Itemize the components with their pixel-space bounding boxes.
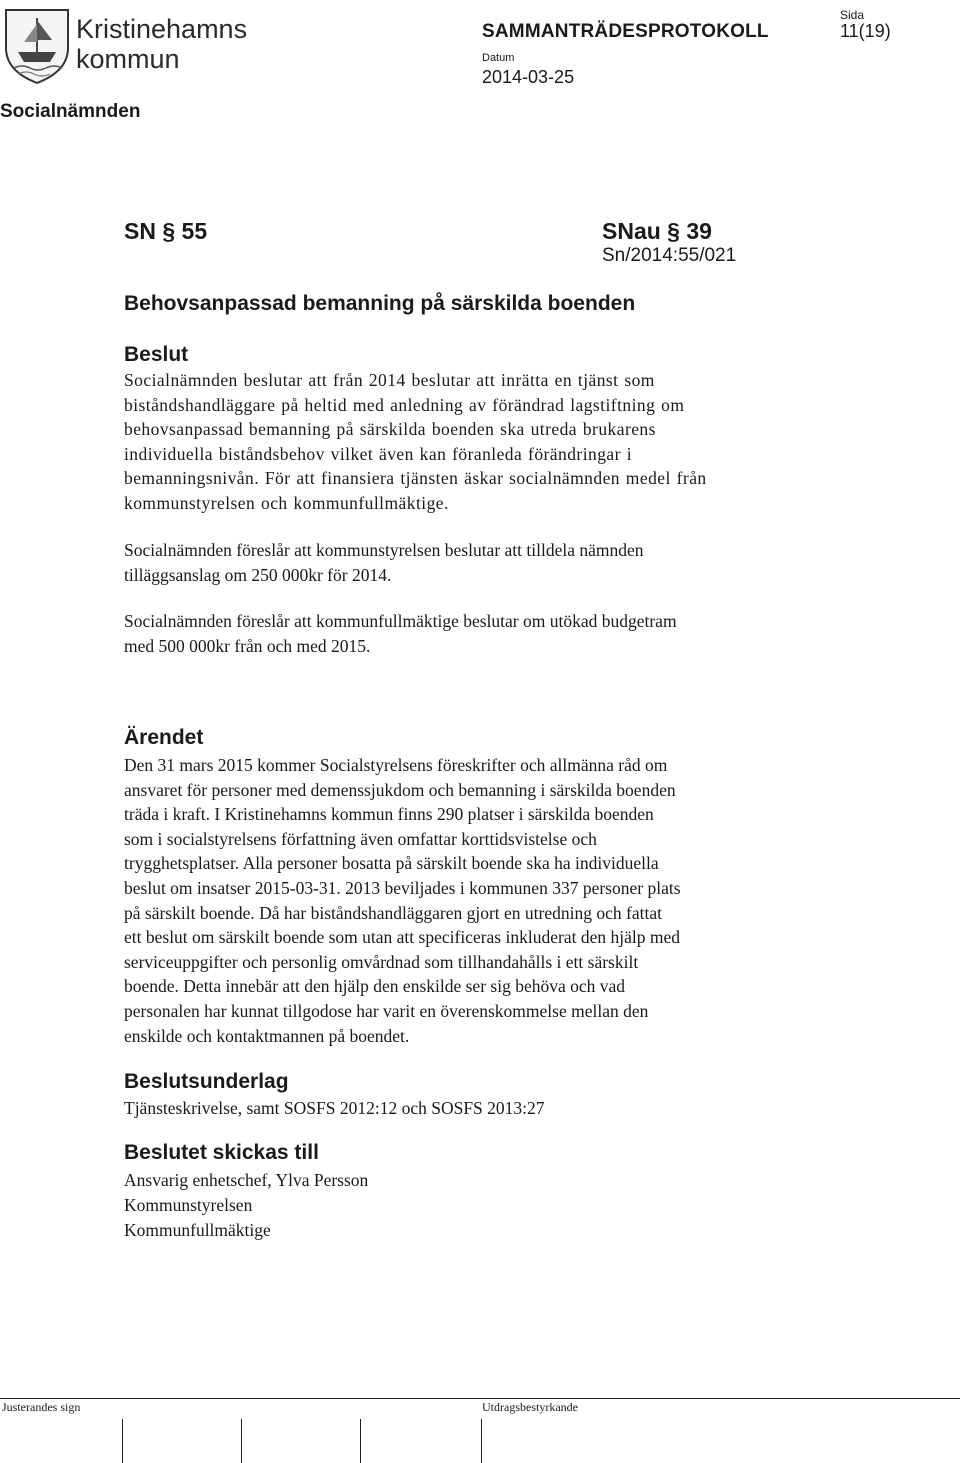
footer-divider — [0, 1398, 960, 1399]
beslut-paragraph-1 — [124, 368, 814, 516]
text-line: serviceuppgifter och personlig omvårdnad som tillhandahålls i ett särskilt — [124, 951, 639, 972]
text-line: med 500 000kr från och med 2015. — [124, 635, 371, 656]
text-line: biståndshandläggare på heltid med anledning av förändrad lagstiftning om — [124, 394, 685, 415]
text-line: bemanningsnivån. För att finansiera tjänsten äskar socialnämnden medel från — [124, 468, 707, 489]
utdragsbestyrkande-label: Utdragsbestyrkande — [482, 1400, 578, 1414]
signature-box-divider — [360, 1419, 361, 1463]
recipient-item: Kommunfullmäktige — [124, 1220, 271, 1240]
text-line: ett beslut om särskilt boende som utan att specificeras inkluderat den hjälp med — [124, 927, 680, 948]
signature-box-divider — [241, 1419, 242, 1463]
text-line: Socialnämnden beslutar att från 2014 beslutar att inrätta en tjänst som — [124, 370, 655, 390]
recipient-item: Ansvarig enhetschef, Ylva Persson — [124, 1170, 369, 1190]
justerandes-sign-label: Justerandes sign — [2, 1400, 81, 1414]
signature-box-divider — [122, 1419, 123, 1463]
org-name-line2: kommun — [76, 44, 180, 74]
diarie-number: Sn/2014:55/021 — [602, 245, 737, 266]
text-line: individuella biståndsbehov vilket även kan föranleda förändringar i — [124, 443, 633, 464]
snau-section-number: SNau § 39 — [602, 218, 712, 244]
text-line: kommunstyrelsen och kommunfullmäktige. — [124, 492, 449, 513]
case-title: Behovsanpassad bemanning på särskilda boenden — [124, 292, 636, 315]
recipient-list — [124, 1168, 814, 1243]
arendet-heading: Ärendet — [124, 726, 204, 749]
text-line: tilläggsanslag om 250 000kr för 2014. — [124, 564, 392, 585]
text-line: träda i kraft. I Kristinehamns kommun finns 290 platser i särskilda boenden — [124, 804, 654, 825]
recipients-heading: Beslutet skickas till — [124, 1141, 319, 1164]
text-line: som i socialstyrelsens författning även omfattar korttidsvistelse och — [124, 828, 597, 849]
section-number: SN § 55 — [124, 218, 208, 244]
arendet-paragraph — [124, 753, 814, 1048]
text-line: Socialnämnden föreslår att kommunstyrelsen beslutar att tilldela nämnden — [124, 540, 644, 560]
text-line: enskilde och kontaktmannen på boendet. — [124, 1025, 410, 1046]
beslut-paragraph-2 — [124, 538, 814, 587]
text-line: personalen har kunnat tillgodose har varit en överenskommelse mellan den — [124, 1000, 649, 1021]
text-line: ansvaret för personer med demenssjukdom och bemanning i särskilda boenden — [124, 779, 676, 800]
date-label: Datum — [482, 52, 515, 64]
org-name-line1: Kristinehamns — [76, 14, 248, 44]
beslutsunderlag-heading: Beslutsunderlag — [124, 1070, 289, 1093]
recipient-item: Kommunstyrelsen — [124, 1195, 253, 1215]
page-label: Sida — [840, 8, 865, 22]
text-line: Den 31 mars 2015 kommer Socialstyrelsens föreskrifter och allmänna råd om — [124, 755, 668, 775]
text-line: Socialnämnden föreslår att kommunfullmäktige beslutar om utökad budgetram — [124, 611, 677, 631]
page-number: 11(19) — [840, 21, 891, 41]
date-value: 2014-03-25 — [482, 67, 575, 87]
beslut-heading: Beslut — [124, 343, 189, 366]
text-line: beslut om insatser 2015-03-31. 2013 beviljades i kommunen 337 personer plats — [124, 877, 681, 898]
beslutsunderlag-text: Tjänsteskrivelse, samt SOSFS 2012:12 och SOSFS 2013:27 — [124, 1098, 545, 1118]
signature-box-divider — [481, 1419, 482, 1463]
document-type: SAMMANTRÄDESPROTOKOLL — [482, 21, 769, 42]
text-line: behovsanpassad bemanning på särskilda boenden ska utreda brukarens — [124, 419, 656, 440]
beslut-paragraph-3 — [124, 609, 814, 658]
committee-name: Socialnämnden — [0, 101, 141, 122]
text-line: boende. Detta innebär att den hjälp den enskilde ser sig behöva och vad — [124, 976, 626, 997]
text-line: trygghetsplatser. Alla personer bosatta på särskilt boende ska ha individuella — [124, 853, 659, 874]
municipal-coat-of-arms-logo — [4, 8, 70, 84]
text-line: på särskilt boende. Då har biståndshandläggaren gjort en utredning och fattat — [124, 902, 662, 923]
